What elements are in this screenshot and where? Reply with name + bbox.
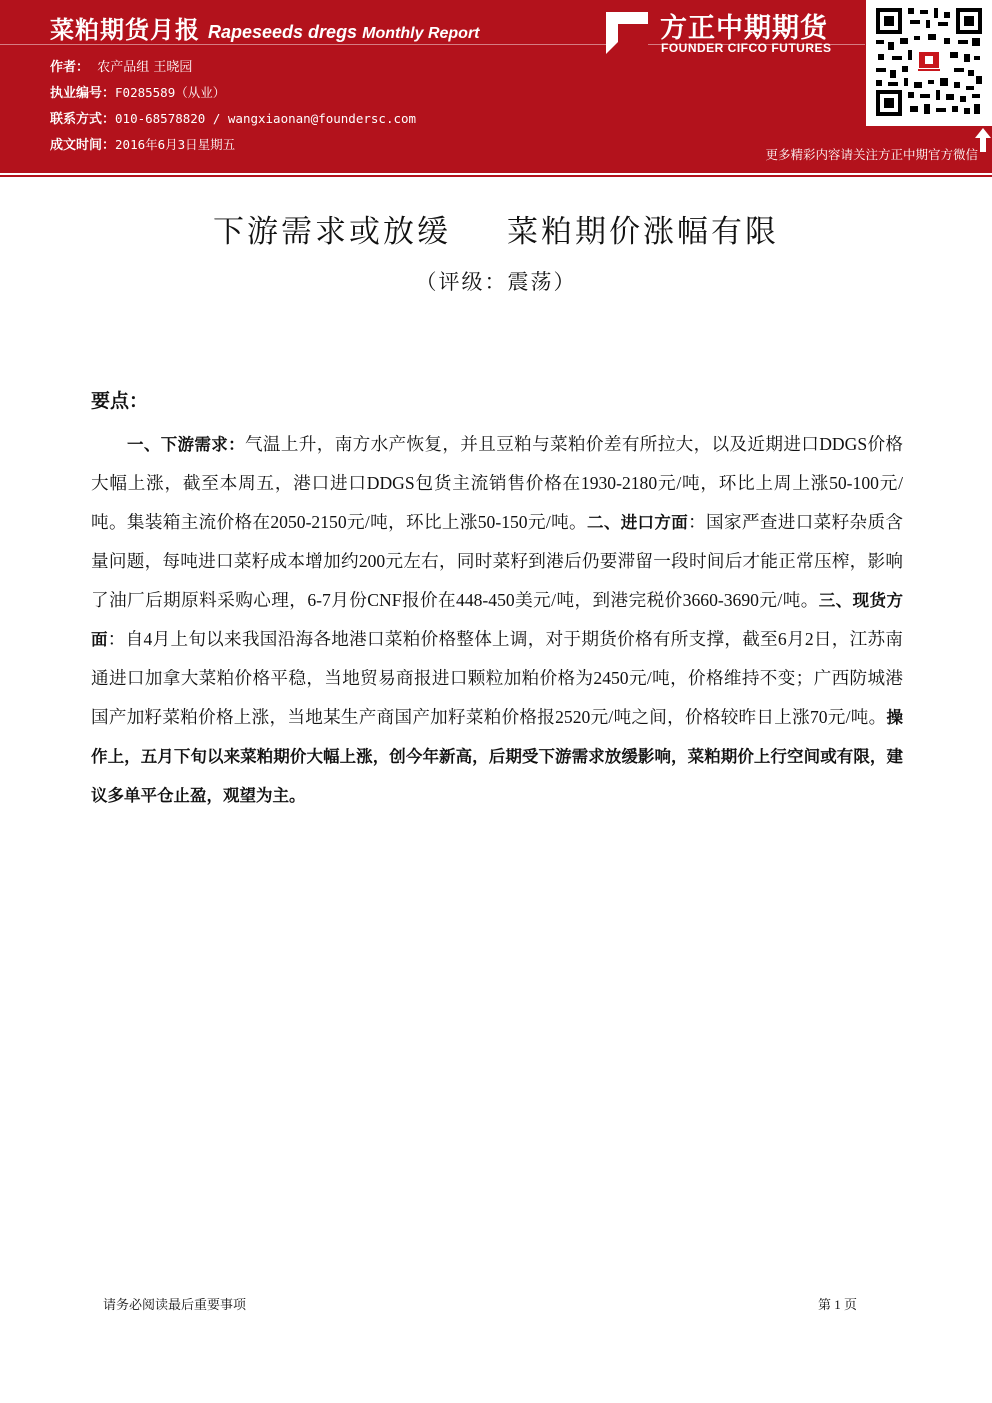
series-title-cn: 菜粕期货月报 — [50, 16, 200, 44]
series-title-en: Rapeseeds dregs — [208, 22, 358, 42]
report-series-title — [50, 10, 480, 45]
wechat-qr-code — [866, 0, 992, 126]
report-rating: （评级：震荡） — [415, 270, 577, 294]
logo-text-cn: 方正中期期货 — [660, 13, 828, 44]
footer-notice: 请务必阅读最后重要事项 — [103, 1298, 247, 1313]
segment-operation-advice: 操作上，五月下旬以来菜粕期价大幅上涨，创今年新高，后期受下游需求放缓影响，菜粕期价上行空间或有限，建议多单平仓止盈，观望为主。 — [91, 708, 903, 805]
segment-downstream-text: 气温上升，南方水产恢复，并且豆粕与菜粕价差有所拉大，以及近期进口DDGS价格大幅上涨，截至本周五，港口进口DDGS包货主流销售价格在1930-2180元/吨，环比上周上涨50-100元/吨。集装箱主流价格在2050-2150元/吨，环比上涨50-150元/吨。 — [91, 434, 904, 532]
meta-date: 成文时间：2016年6月3日星期五 — [50, 137, 236, 153]
segment-import-label: 二、进口方面 — [587, 513, 689, 532]
report-header — [0, 0, 992, 168]
page-number: 第 1 页 — [818, 1297, 858, 1312]
key-points-paragraph — [91, 425, 903, 815]
meta-author: 作者： 农产品组 王晓园 — [50, 60, 193, 75]
segment-spot-label: 三、现货方面 — [91, 591, 903, 649]
segment-import-text: ：国家严查进口菜籽杂质含量问题，每吨进口菜籽成本增加约200元左右，同时菜籽到港后仍要滞留一段时间后才能正常压榨，影响了油厂后期原料采购心理，6-7月份CNF报价在448-450美元/吨，到港完税价3660-3690元/吨。 — [91, 512, 903, 610]
header-bottom-rule-thin — [0, 175, 992, 177]
key-points-heading: 要点： — [91, 390, 149, 412]
founder-logo-icon — [604, 10, 650, 56]
follow-wechat-text: 更多精彩内容请关注方正中期官方微信 — [765, 147, 978, 162]
report-title-part2: 菜粕期价涨幅有限 — [507, 214, 779, 250]
segment-spot-text: ：自4月上旬以来我国沿海各地港口菜粕价格整体上调，对于期货价格有所支撑，截至6月2日，江苏南通进口加拿大菜粕价格平稳，当地贸易商报进口颗粒加粕价格为2450元/吨，价格维持不变；广西防城港国产加籽菜粕价格上涨，当地某生产商国产加籽菜粕价格报2520元/吨之间，价格较昨日上涨70元/吨。 — [91, 629, 903, 727]
qr-code-icon — [874, 6, 984, 118]
company-logo — [604, 6, 860, 56]
logo-text-en: FOUNDER CIFCO FUTURES — [661, 41, 832, 55]
report-title — [0, 206, 992, 251]
series-title-en-sub: Monthly Report — [362, 25, 480, 42]
report-title-part1: 下游需求或放缓 — [213, 214, 451, 250]
segment-downstream-label: 一、下游需求： — [127, 435, 245, 454]
header-bottom-rule — [0, 168, 992, 173]
meta-contact: 联系方式：010-68578820 / wangxiaonan@foundersc.com — [50, 111, 417, 127]
meta-license: 执业编号：F0285589（从业） — [50, 85, 226, 101]
arrow-up-icon — [975, 128, 991, 152]
